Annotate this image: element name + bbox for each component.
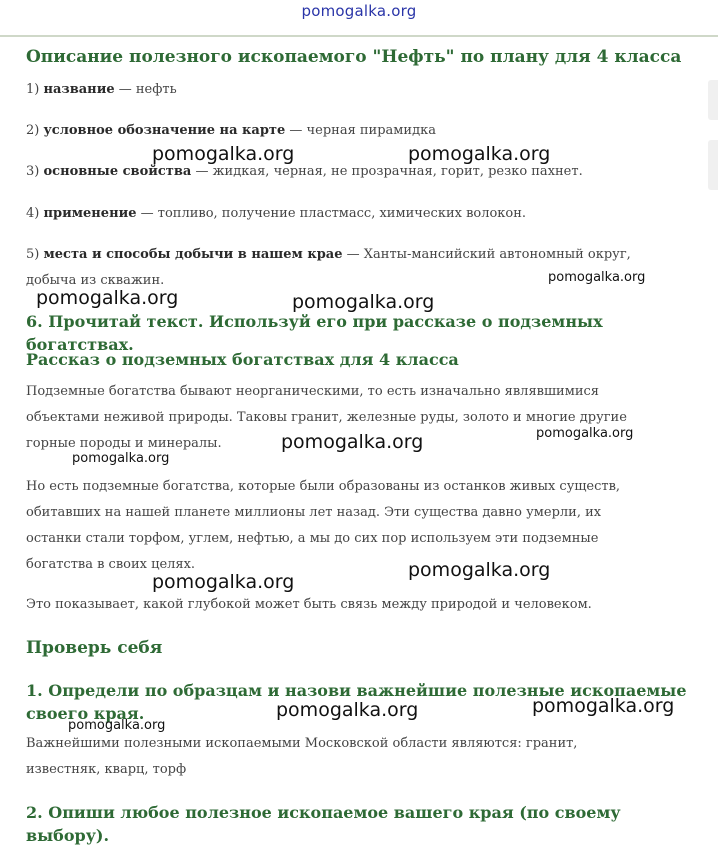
text-line: известняк, кварц, торф: [26, 762, 187, 777]
list-item: 2) условное обозначение на карте — черная пирамидка: [26, 123, 436, 138]
side-tab: [708, 140, 718, 190]
text-line: богатства в своих целях.: [26, 557, 196, 572]
text-line: останки стали торфом, углем, нефтью, а мы до сих пор используем эти подземные: [26, 531, 599, 546]
text-line: горные породы и минералы.: [26, 436, 222, 451]
paragraph: Это показывает, какой глубокой может быть связь между природой и человеком.: [26, 597, 592, 612]
text-line: обитавших на нашей планете миллионы лет назад. Эти существа давно умерли, их: [26, 505, 602, 520]
text-line: Подземные богатства бывают неорганическими, то есть изначально являвшимися: [26, 384, 599, 399]
task-heading: 2. Опиши любое полезное ископаемое вашего края (по своему выбору).: [26, 803, 621, 845]
text-line: Но есть подземные богатства, которые были образованы из останков живых существ,: [26, 479, 621, 494]
header-divider: [0, 35, 718, 37]
watermark: pomogalka.org: [408, 559, 551, 581]
watermark: pomogalka.org: [152, 143, 295, 165]
text-line: Важнейшими полезными ископаемыми Московской области являются: гранит,: [26, 736, 578, 751]
section-title: Описание полезного ископаемого "Нефть" по плану для 4 класса: [26, 47, 682, 67]
watermark: pomogalka.org: [276, 699, 419, 721]
task-heading: 6. Прочитай текст. Используй его при рассказе о подземных богатствах.: [26, 312, 603, 354]
watermark: pomogalka.org: [281, 431, 424, 453]
watermark: pomogalka.org: [532, 695, 675, 717]
paragraph: [26, 731, 577, 783]
watermark: pomogalka.org: [536, 426, 634, 441]
side-tab: [708, 80, 718, 120]
watermark: pomogalka.org: [68, 718, 166, 733]
section-title: Рассказ о подземных богатствах для 4 класса: [26, 350, 459, 369]
watermark: pomogalka.org: [292, 291, 435, 313]
task-heading: 1. Определи по образцам и назови важнейшие полезные ископаемые своего края.: [26, 681, 687, 723]
watermark: pomogalka.org: [36, 287, 179, 309]
watermark: pomogalka.org: [152, 571, 295, 593]
list-item: 5) места и способы добычи в нашем крае — Ханты-мансийский автономный округ, добыча из скважин.: [26, 247, 631, 288]
list-item: 1) название — нефть: [26, 82, 177, 97]
list-item: 4) применение — топливо, получение пластмасс, химических волокон.: [26, 206, 527, 221]
text-line: объектами неживой природы. Таковы гранит, железные руды, золото и многие другие: [26, 410, 627, 425]
list-item: 3) основные свойства — жидкая, черная, не прозрачная, горит, резко пахнет.: [26, 164, 583, 179]
watermark: pomogalka.org: [72, 451, 170, 466]
watermark: pomogalka.org: [408, 143, 551, 165]
watermark: pomogalka.org: [548, 270, 646, 285]
site-logo[interactable]: pomogalka.org: [301, 2, 417, 20]
section-title: Проверь себя: [26, 638, 163, 658]
